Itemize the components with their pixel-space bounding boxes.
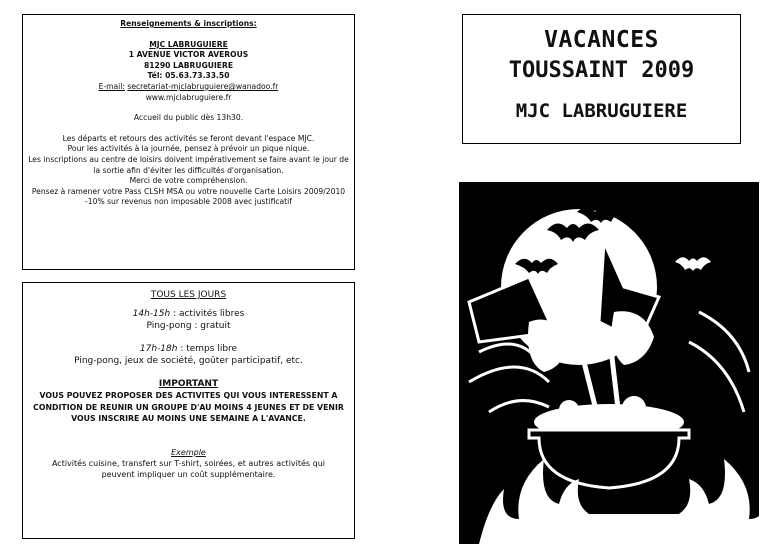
title-panel [462, 14, 741, 144]
info-note: Les départs et retours des activités se feront devant l'espace MJC. [62, 133, 315, 143]
slot-1-text: : activités libres [170, 308, 245, 319]
example-line: Activités cuisine, transfert sur T-shirt, soirées, et autres activités qui [51, 458, 326, 468]
slot-1 [23, 308, 354, 321]
title-vacances: VACANCES [544, 27, 659, 53]
email-link[interactable]: secretariat-mjclabruguiere@wanadoo.fr [127, 81, 279, 91]
important-line: VOUS INSCRIRE AU MOINS UNE SEMAINE A L'AVANCE. [71, 414, 306, 423]
info-note: Pensez à ramener votre Pass CLSH MSA ou votre nouvelle Carte Loisirs 2009/2010 [31, 186, 346, 196]
witches-cauldron-illustration [459, 182, 759, 544]
important-line: VOUS POUVEZ PROPOSER DES ACTIVITES QUI VOUS INTERESSENT A [39, 391, 338, 400]
address-line-2: 81290 LABRUGUIERE [143, 60, 234, 70]
daily-activities-panel [22, 282, 355, 539]
slot-2-time: 17h-18h [139, 343, 178, 354]
info-note: la sortie afin d'éviter les difficultés d'organisation. [93, 165, 284, 175]
info-note: -10% sur revenus non imposable 2008 avec justificatif [85, 197, 292, 207]
slot-1-detail: Ping-pong : gratuit [146, 321, 231, 331]
info-heading: Renseignements & inscriptions: [120, 19, 257, 28]
phone-number: Tél: 05.63.73.33.50 [147, 71, 230, 81]
info-note: Merci de votre compréhension. [129, 176, 248, 186]
daily-heading: TOUS LES JOURS [150, 290, 227, 300]
slot-1-time: 14h-15h [132, 308, 171, 319]
slot-2-text: : temps libre [177, 343, 238, 354]
slot-2 [23, 343, 354, 356]
info-panel [22, 14, 355, 270]
email-row [23, 82, 354, 93]
title-mjc: MJC LABRUGUIERE [515, 100, 688, 122]
bubble [559, 400, 579, 420]
slot-2-detail: Ping-pong, jeux de société, goûter participatif, etc. [74, 356, 303, 366]
important-heading: IMPORTANT [158, 378, 219, 389]
title-toussaint: TOUSSAINT 2009 [508, 58, 695, 83]
info-note: Les inscriptions au centre de loisirs doivent impérativement se faire avant le jour de [28, 154, 349, 164]
info-note: Pour les activités à la journée, pensez à prévoir un pique nique. [67, 144, 310, 154]
important-line: CONDITION DE REUNIR UN GROUPE D'AU MOINS 4 JEUNES ET DE VENIR [33, 402, 344, 412]
example-line: peuvent impliquer un coût supplémentaire. [101, 469, 276, 479]
example-heading: Exemple [171, 447, 206, 457]
org-name: MJC LABRUGUIERE [149, 39, 228, 49]
bubble [622, 396, 646, 420]
opening-hours: Accueil du public dès 13h30. [133, 113, 244, 123]
email-label: E-mail: [98, 81, 125, 91]
address-line-1: 1 AVENUE VICTOR AVEROUS [128, 50, 249, 60]
website-link[interactable]: www.mjclabruguiere.fr [145, 92, 232, 102]
